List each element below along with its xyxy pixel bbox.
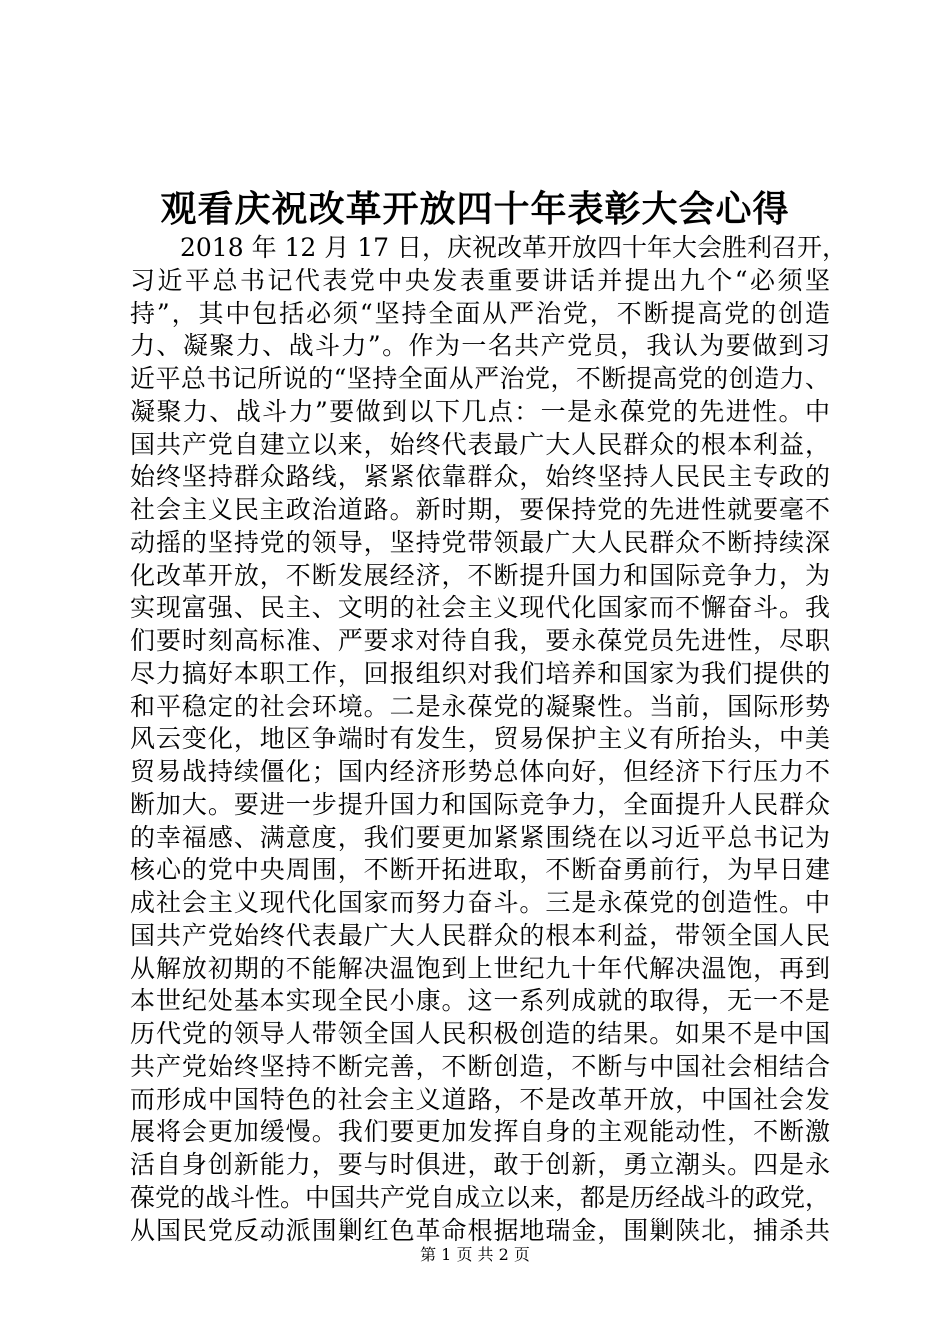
text-line: 们要时刻高标准、严要求对待自我，要永葆党员先进性，尽职 — [130, 626, 830, 655]
text-line: 和平稳定的社会环境。二是永葆党的凝聚性。当前，国际形势 — [130, 691, 830, 721]
text-line: 核心的党中央周围，不断开拓进取，不断奋勇前行，为早日建 — [130, 855, 830, 885]
document-title: 观看庆祝改革开放四十年表彰大会心得 — [160, 188, 790, 230]
text-line: 从国民党反动派围剿红色革命根据地瑞金，围剿陕北，捕杀共 — [130, 1215, 830, 1245]
text-line: 贸易战持续僵化；国内经济形势总体向好，但经济下行压力不 — [130, 757, 830, 786]
text-line: 持”，其中包括必须“坚持全面从严治党，不断提高党的创造 — [130, 298, 830, 328]
text-line: 实现富强、民主、文明的社会主义现代化国家而不懈奋斗。我 — [130, 593, 830, 623]
text-line: 习近平总书记代表党中央发表重要讲话并提出九个“必须坚 — [130, 265, 830, 295]
page-footer: 第 1 页 共 2 页 — [420, 1245, 530, 1264]
text-line: 历代党的领导人带领全国人民积极创造的结果。如果不是中国 — [130, 1019, 830, 1048]
text-line: 始终坚持群众路线，紧紧依靠群众，始终坚持人民民主专政的 — [130, 462, 830, 492]
text-line: 社会主义民主政治道路。新时期，要保持党的先进性就要毫不 — [130, 495, 830, 524]
text-line: 2018 年 12 月 17 日，庆祝改革开放四十年大会胜利召开， — [180, 233, 847, 262]
text-line: 力、凝聚力、战斗力”。作为一名共产党员，我认为要做到习 — [130, 331, 830, 361]
text-line: 的幸福感、满意度，我们要更加紧紧围绕在以习近平总书记为 — [130, 822, 830, 852]
text-line: 近平总书记所说的“坚持全面从严治党，不断提高党的创造力、 — [130, 364, 830, 393]
document-body — [130, 232, 847, 1247]
text-line: 而形成中国特色的社会主义道路，不是改革开放，中国社会发 — [130, 1084, 830, 1114]
text-line: 成社会主义现代化国家而努力奋斗。三是永葆党的创造性。中 — [130, 888, 830, 917]
text-line: 凝聚力、战斗力”要做到以下几点：一是永葆党的先进性。中 — [130, 396, 830, 426]
text-line: 共产党始终坚持不断完善，不断创造，不断与中国社会相结合 — [130, 1051, 830, 1081]
text-line: 展将会更加缓慢。我们要更加发挥自身的主观能动性，不断激 — [130, 1117, 830, 1147]
text-line: 动摇的坚持党的领导，坚持党带领最广大人民群众不断持续深 — [130, 527, 830, 557]
text-line: 国共产党始终代表最广大人民群众的根本利益，带领全国人民 — [130, 920, 830, 950]
text-line: 尽力搞好本职工作，回报组织对我们培养和国家为我们提供的 — [130, 658, 830, 688]
text-line: 葆党的战斗性。中国共产党自成立以来，都是历经战斗的政党， — [130, 1182, 831, 1212]
text-line: 风云变化，地区争端时有发生，贸易保护主义有所抬头，中美 — [130, 724, 830, 754]
text-line: 国共产党自建立以来，始终代表最广大人民群众的根本利益， — [130, 429, 830, 459]
text-line: 活自身创新能力，要与时俱进，敢于创新，勇立潮头。四是永 — [130, 1150, 830, 1179]
text-line: 化改革开放，不断发展经济，不断提升国力和国际竞争力，为 — [130, 560, 830, 590]
text-line: 断加大。要进一步提升国力和国际竞争力，全面提升人民群众 — [130, 789, 830, 819]
text-line: 从解放初期的不能解决温饱到上世纪九十年代解决温饱，再到 — [130, 953, 830, 983]
text-line: 本世纪处基本实现全民小康。这一系列成就的取得，无一不是 — [130, 986, 830, 1016]
